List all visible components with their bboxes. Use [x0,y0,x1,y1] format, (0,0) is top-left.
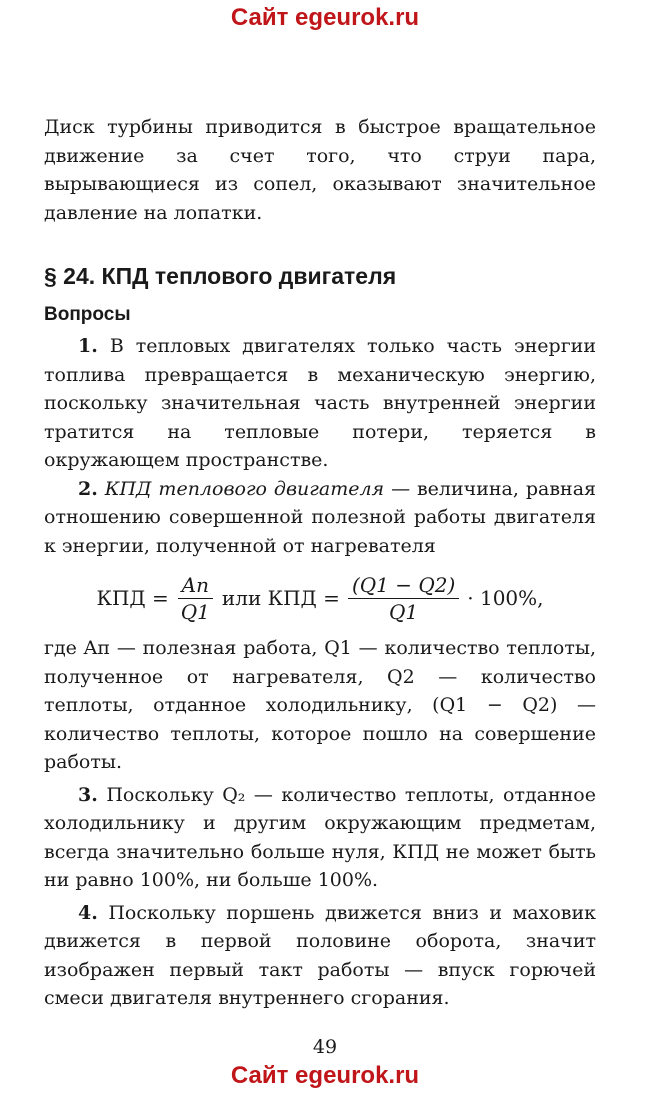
textbook-page [44,113,596,1013]
answer-text: — величина, равная отношению совершенной полезной работы двигателя к энергии, полученной от нагревателя [44,477,597,557]
answer-term: КПД теплового двигателя [104,477,385,500]
answer-text: Поскольку поршень движется вниз и маховик движется в первой половине оборота, значит изображен первый такт работы — впуск горючей смеси двигателя внутреннего сгорания. [44,901,596,1009]
questions-label: Вопросы [44,304,131,325]
fraction-denominator: Q1 [180,599,210,624]
formula-explanation: где Aп — полезная работа, Q1 — количество теплоты, полученное от нагревателя, Q2 — количество теплоты, отданное холодильнику, (Q1 − Q2) — количество теплоты, которое пошло на совершение работы. [44,637,596,773]
intro-paragraph: Диск турбины приводится в быстрое вращательное движение за счет того, что струи пара, вырывающиеся из сопел, оказывают значительное давление на лопатки. [44,116,596,224]
section-title: § 24. КПД теплового двигателя [44,263,397,289]
answer-3 [44,781,596,895]
answer-number: 2. [78,477,98,500]
answer-2 [44,475,596,561]
site-banner-bottom: Сайт egeurok.ru [230,1062,420,1089]
answer-number: 4. [78,901,98,924]
fraction-denominator: Q1 [389,599,419,624]
answer-text: Поскольку Q₂ — количество теплоты, отданное холодильнику и другим окружающим предметам, всегда значительно больше нуля, КПД не может быть ни равно 100%, ни больше 100%. [44,783,596,891]
formula-lhs: КПД = [96,586,169,610]
answer-text: В тепловых двигателях только часть энергии топлива превращается в механическую энергию, поскольку значительная часть внутренней энергии тратится на тепловые потери, теряется в окружающем пространстве. [44,335,596,471]
formula-tail: · 100%, [467,586,544,610]
fraction-numerator: Aп [178,572,213,599]
answer-number: 3. [78,783,98,806]
answer-number: 1. [78,335,98,357]
page-number: 49 [312,1036,338,1058]
efficiency-formula [44,568,596,628]
answer-1 [44,332,596,475]
fraction-numerator: (Q1 − Q2) [348,572,459,599]
fraction-heat-difference [348,572,459,625]
formula-or: или КПД = [221,586,340,610]
answer-4 [44,899,596,1013]
fraction-useful-work [177,572,214,625]
site-banner-top: Сайт egeurok.ru [230,4,420,31]
